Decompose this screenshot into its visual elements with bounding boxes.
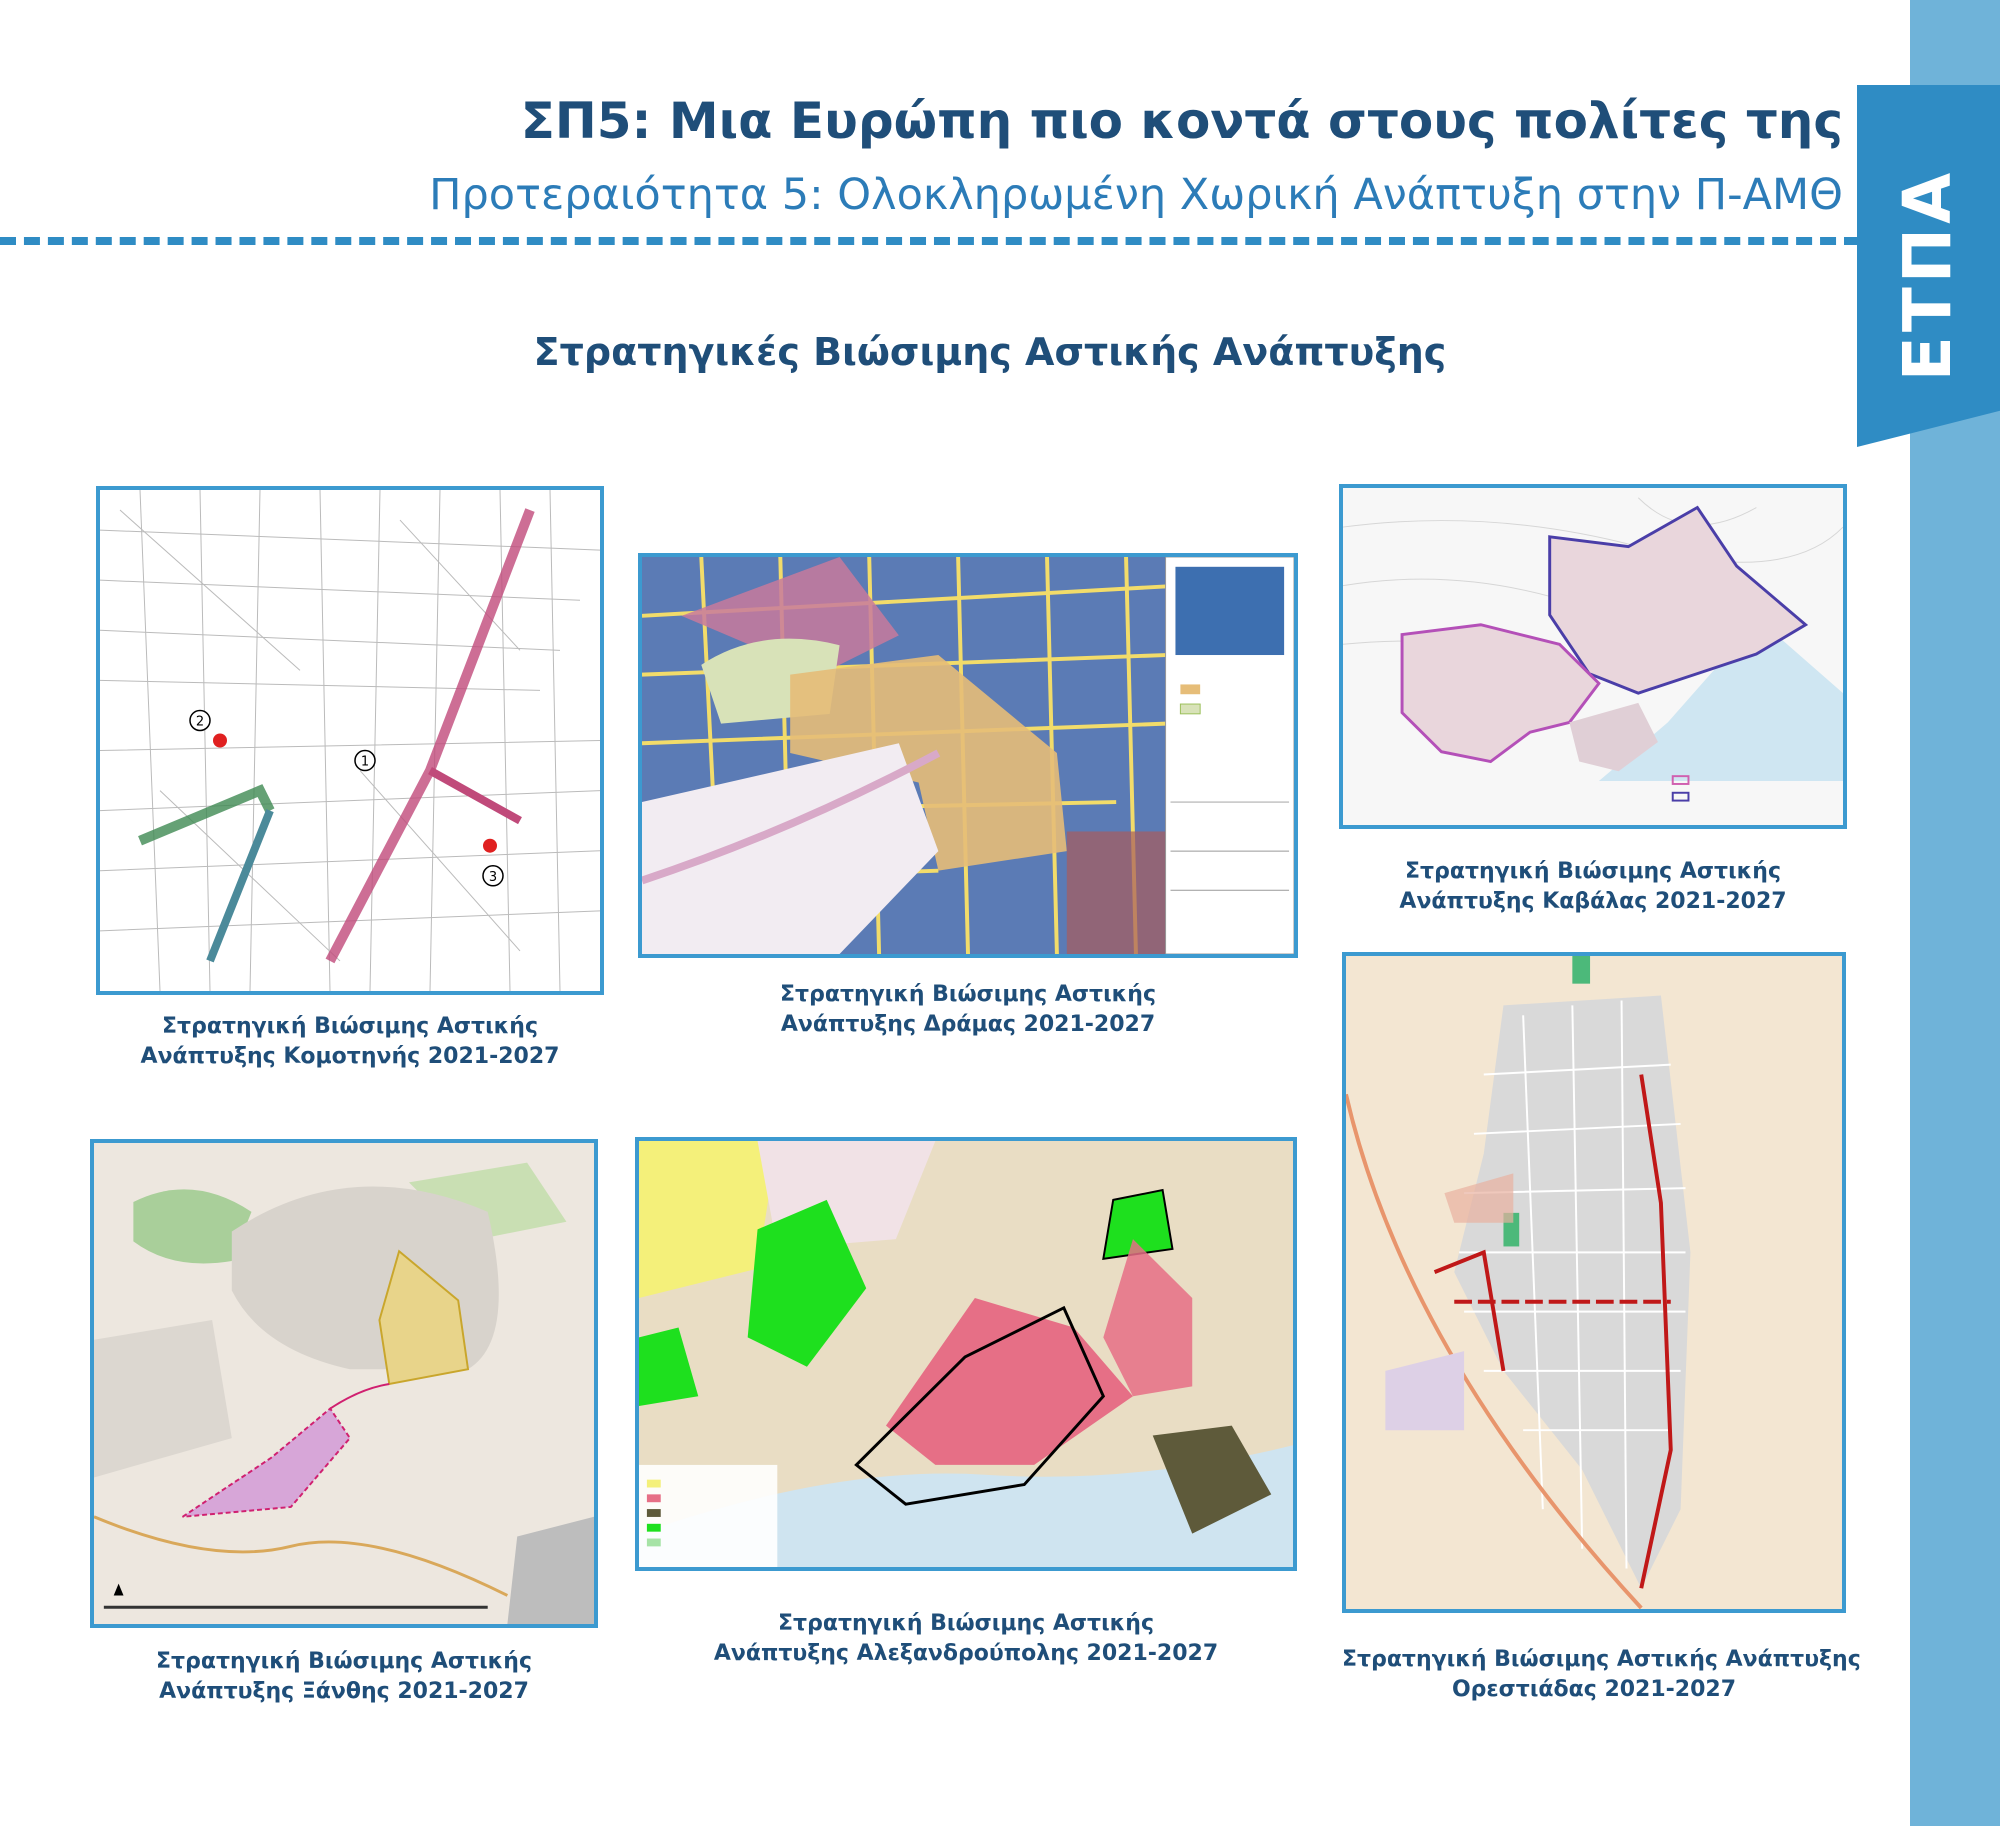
caption-xanthi: Στρατηγική Βιώσιμης Αστικής Ανάπτυξης Ξάνθης 2021-2027 xyxy=(156,1649,532,1704)
map-orestiada xyxy=(1342,952,1846,1613)
caption-orestiada: Στρατηγική Βιώσιμης Αστικής Ανάπτυξης Ορεστιάδας 2021-2027 xyxy=(1342,1647,1861,1702)
etpa-label: ΕΤΠΑ xyxy=(1888,168,1966,382)
caption-kavala: Στρατηγική Βιώσιμης Αστικής Ανάπτυξης Καβάλας 2021-2027 xyxy=(1399,859,1787,914)
page-title: ΣΠ5: Μια Ευρώπη πιο κοντά στους πολίτες της xyxy=(520,92,1843,150)
marker-3: 3 xyxy=(488,869,498,885)
map-kavala xyxy=(1339,484,1847,829)
caption-komotini: Στρατηγική Βιώσιμης Αστικής Ανάπτυξης Κομοτηνής 2021-2027 xyxy=(140,1014,560,1069)
dashed-divider xyxy=(0,237,1860,245)
page-subtitle: Προτεραιότητα 5: Ολοκληρωμένη Χωρική Ανάπτυξη στην Π-ΑΜΘ xyxy=(429,170,1843,220)
map-drama xyxy=(638,553,1298,958)
map-alexandroupoli xyxy=(635,1137,1297,1571)
map-komotini xyxy=(96,486,604,995)
caption-alexandroupoli: Στρατηγική Βιώσιμης Αστικής Ανάπτυξης Αλεξανδρούπολης 2021-2027 xyxy=(713,1611,1219,1666)
section-title: Στρατηγικές Βιώσιμης Αστικής Ανάπτυξης xyxy=(533,330,1447,374)
marker-1: 1 xyxy=(360,754,370,770)
map-xanthi xyxy=(90,1139,598,1628)
marker-2: 2 xyxy=(195,714,205,730)
caption-drama: Στρατηγική Βιώσιμης Αστικής Ανάπτυξης Δράμας 2021-2027 xyxy=(780,982,1156,1037)
